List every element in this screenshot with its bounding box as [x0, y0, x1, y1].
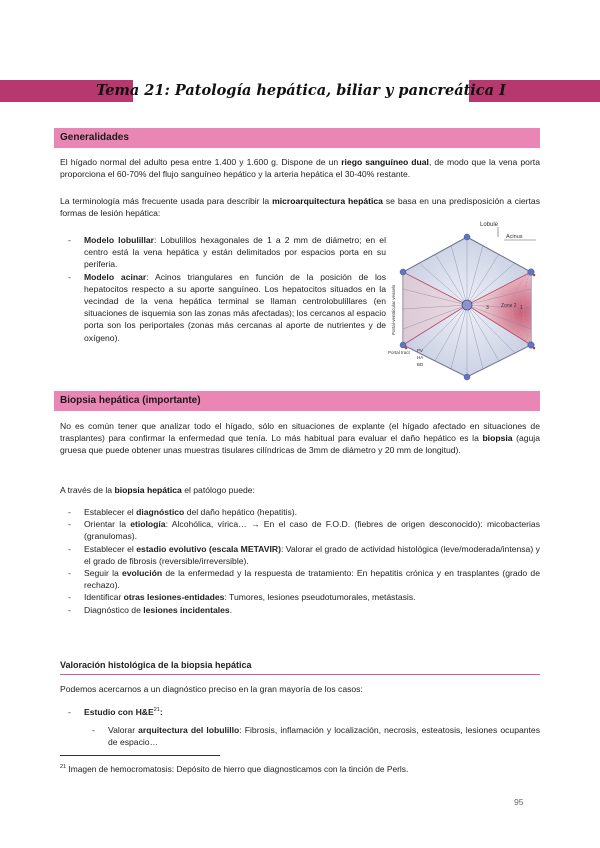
label-zone-1: 1	[520, 305, 523, 311]
list-item: - Establecer el estadio evolutivo (escala METAVIR): Valorar el grado de actividad histológica (leve/moderada/intensa) y el grado de fibrosis (reversible/irreversible).	[60, 543, 540, 567]
label-zone-3: 3	[486, 305, 489, 311]
page-number: 95	[514, 797, 524, 807]
label-bd: BD	[417, 362, 424, 367]
footnote-rule	[60, 755, 220, 756]
list-item: - Identificar otras lesiones-entidades: Tumores, lesiones pseudotumorales, metástasis.	[60, 591, 540, 603]
list-item: - Modelo lobulillar: Lobulillos hexagonales de 1 a 2 mm de diámetro; en el centro está la vena hepática y están delimitados por espacios porta en su periferia.	[60, 234, 386, 271]
modelos-list	[60, 234, 386, 344]
label-lobule: Lobule	[480, 222, 499, 228]
section-header-generalidades: Generalidades	[54, 128, 540, 148]
paragraph-flujo: El hígado normal del adulto pesa entre 1.400 y 1.600 g. Dispone de un riego sanguíneo dual, de modo que la vena porta proporciona el 60-70% del flujo sanguíneo hepático y la arteria hepática el 30-40% restante.	[60, 157, 540, 180]
page-title: Tema 21: Patología hepática, biliar y pancreática I	[132, 80, 470, 102]
list-item: - Valorar arquitectura del lobulillo: Fibrosis, inflamación y localización, necrosis, esteatosis, lesiones ocupantes de espacio…	[84, 724, 540, 748]
lobule-acinus-diagram	[388, 217, 546, 381]
list-item: - Orientar la etiología: Alcohólica, vírica… → En el caso de F.O.D. (fiebres de origen desconocido): micobacterias (granulomas).	[60, 518, 540, 542]
footnote: $^{21}$ Imagen de hemocromatosis: Depósito de hierro que diagnosticamos con la tinción de Perls.	[60, 764, 409, 774]
list-item: - Establecer el diagnóstico del daño hepático (hepatitis).	[60, 506, 540, 518]
section-header-biopsia: Biopsia hepática (importante)	[54, 391, 540, 411]
label-ha: HA	[417, 355, 424, 360]
label-side: Portal-ventricular vessels	[391, 284, 396, 335]
biopsia-uses-list	[60, 506, 540, 616]
list-item: - Diagnóstico de lesiones incidentales.	[60, 604, 540, 616]
paragraph-valoracion-intro: Podemos acercarnos a un diagnóstico preciso en la gran mayoría de los casos:	[60, 684, 363, 694]
label-zone-2: Zone 2	[501, 303, 517, 309]
label-portal-tract: Portal tract	[388, 350, 410, 355]
list-item: - Modelo acinar: Acinos triangulares en función de la posición de los hepatocitos respecto a su aporte sanguíneo. Los hepatocitos situados en la vecindad de la vena hepática terminal se llaman centrolobulillares (en situaciones de isquemia son las zonas más afectadas); los cercanos al espacio porta son los periportales (zonas más cercanas al aporte de nutrientes y de oxígeno).	[60, 271, 386, 344]
paragraph-microarquitectura: La terminología más frecuente usada para describir la microarquitectura hepática se basa en una predisposición a ciertas formas de lesión hepática:	[60, 196, 540, 219]
list-item: - Seguir la evolución de la enfermedad y la respuesta de tratamiento: En hepatitis crónica y en trasplantes (grado de rechazo).	[60, 567, 540, 591]
estudio-list	[60, 706, 540, 718]
subheading-valoracion: Valoración histológica de la biopsia hepática	[60, 659, 540, 675]
list-item: - Estudio con $H\&E^{21}$:	[60, 706, 540, 718]
estudio-sublist	[84, 724, 540, 748]
paragraph-biopsia-intro: No es común tener que analizar todo el hígado, sólo en situaciones de explante (el hígado afectado en situaciones de trasplantes) para confirmar la enfermedad que tenía. Lo más habitual para evaluar el daño hepático es la biopsia (aguja gruesa que puede obtener unas muestras tisulares cilíndricas de 3mm de diámetro y 20 mm de longitud).	[60, 421, 540, 456]
paragraph-biopsia-patologo: A través de la biopsia hepática el patólogo puede:	[60, 485, 255, 495]
label-acinus: Acinus	[506, 234, 523, 240]
label-pv: PV	[417, 348, 424, 353]
